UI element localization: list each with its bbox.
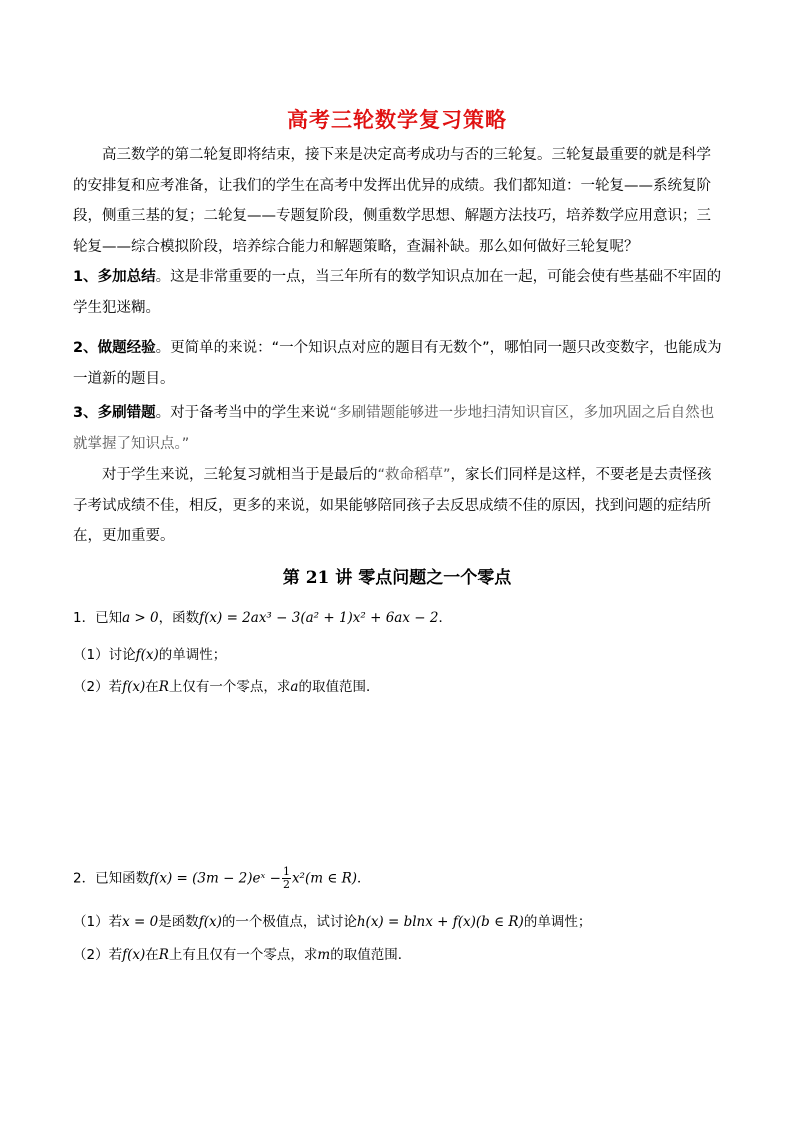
q2p1-h-function: h(x) = blnx + f(x)(b ∈ R)	[356, 914, 524, 930]
q2-end: ．	[357, 870, 371, 887]
q1p2-text-c: 上仅有一个零点，求	[168, 679, 291, 695]
q1-text-a: 1．已知	[73, 610, 123, 626]
closing-quote: “救命稻草”	[377, 467, 451, 483]
q2p1-function: f(x)	[198, 914, 222, 930]
q1p2-var: a	[290, 679, 299, 695]
q2p2-function: f(x)	[122, 947, 146, 963]
q2p2-var: m	[317, 947, 331, 963]
q1p1-text-a: （1）讨论	[73, 647, 136, 663]
q2p1-text-b: 是函数	[158, 914, 199, 930]
q2p2-text-a: （2）若	[73, 947, 123, 963]
tip-1-text: 。这是非常重要的一点，当三年所有的数学知识点加在一起，可能会使有些基础不牢固的学生犯迷糊。	[73, 269, 722, 316]
q2p2-text-b: 在	[145, 947, 159, 963]
q2-fraction-den: 2	[282, 878, 290, 891]
q2p2-text-d: 的取值范围．	[330, 947, 412, 963]
question-1-stem	[73, 606, 733, 626]
question-2-part-1	[73, 910, 733, 930]
lecture-title: 第 21 讲 零点问题之一个零点	[282, 568, 512, 588]
q2p2-R: R	[158, 947, 169, 963]
closing-text-a: 对于学生来说，三轮复习就相当于是最后的	[102, 467, 378, 483]
q1-function: f(x) = 2ax³ − 3(a² + 1)x² + 6ax − 2	[199, 610, 439, 626]
question-1-part-1	[73, 643, 733, 663]
q2-fraction-num: 1	[282, 865, 290, 878]
tip-2-text: 。更简单的来说：“一个知识点对应的题目有无数个”，哪怕同一题只改变数字，也能成为一道新的题目。	[73, 340, 722, 387]
tip-1-label: 1、多加总结	[73, 269, 156, 285]
q1p2-function: f(x)	[122, 679, 146, 695]
closing-paragraph	[73, 460, 723, 552]
tip-3-quote: “多刷错题能够进一步地扫清知识盲区，多加巩固之后自然也就掌握了知识点。”	[73, 405, 715, 452]
tip-3-label: 3、多刷错题	[73, 405, 156, 421]
question-2-stem	[73, 866, 733, 891]
q2-fraction	[282, 866, 291, 891]
question-2-part-2	[73, 943, 733, 963]
page-title: 高考三轮数学复习策略	[287, 108, 507, 132]
closing-text-b: ，家长们同样是这样，不要老是去责怪孩子考试成绩不佳，相反，更多的来说，如果能够陪同孩子去反思成绩不佳的原因，找到问题的症结所在，更加重要。	[73, 467, 712, 544]
q2-function-b: x²(m ∈ R)	[291, 870, 358, 887]
q2p1-text-c: 的一个极值点，试讨论	[221, 914, 357, 930]
question-1-part-2	[73, 675, 733, 695]
q1p2-text-a: （2）若	[73, 679, 123, 695]
q2-function-a: f(x) = (3m − 2)eˣ −	[149, 870, 281, 887]
q1-end: ．	[438, 610, 452, 626]
q2p1-condition: x = 0	[122, 914, 159, 930]
q2-text-a: 2．已知函数	[73, 870, 150, 887]
tip-2-label: 2、做题经验	[73, 340, 156, 356]
q1-condition: a > 0	[122, 610, 159, 626]
q1p2-text-b: 在	[145, 679, 159, 695]
tip-2	[73, 333, 723, 394]
q1p1-text-b: 的单调性；	[158, 647, 227, 663]
intro-paragraph: 高三数学的第二轮复即将结束，接下来是决定高考成功与否的三轮复。三轮复最重要的就是科学的安排复和应考准备，让我们的学生在高考中发挥出优异的成绩。我们都知道：一轮复——系统复阶段，侧重三基的复；二轮复——专题复阶段，侧重数学思想、解题方法技巧，培养数学应用意识；三轮复——综合模拟阶段，培养综合能力和解题策略，查漏补缺。那么如何做好三轮复呢？	[73, 147, 711, 255]
q1p2-text-d: 的取值范围．	[298, 679, 380, 695]
tip-3-text: 。对于备考当中的学生来说	[155, 405, 330, 421]
q1p1-function: f(x)	[135, 647, 159, 663]
tip-3	[73, 398, 723, 459]
tip-1	[73, 262, 723, 323]
q1p2-R: R	[158, 679, 169, 695]
q2p1-text-d: 的单调性；	[523, 914, 592, 930]
q2p1-text-a: （1）若	[73, 914, 123, 930]
q1-text-b: ，函数	[158, 610, 200, 626]
q2p2-text-c: 上有且仅有一个零点，求	[168, 947, 318, 963]
